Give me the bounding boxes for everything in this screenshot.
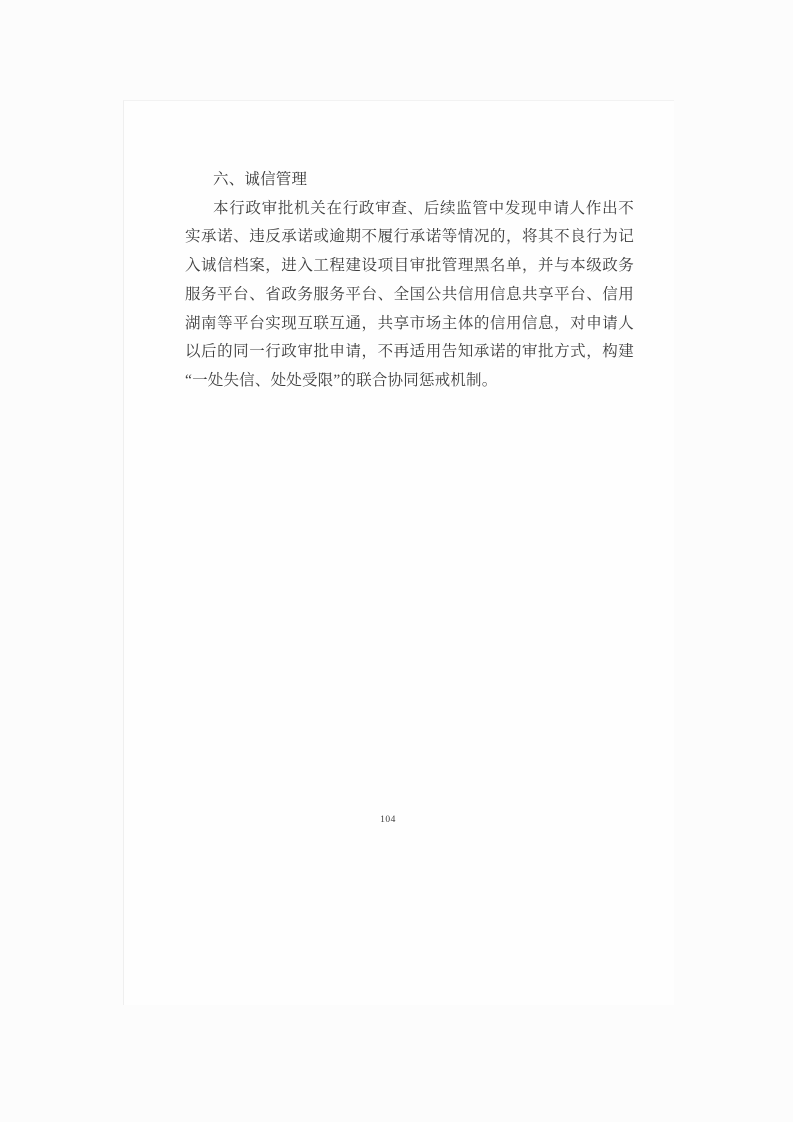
- page-number: 104: [380, 815, 396, 825]
- paragraph-line: 实承诺、违反承诺或逾期不履行承诺等情况的，将其不良行为记: [185, 228, 634, 246]
- paragraph-line: 湖南等平台实现互联互通，共享市场主体的信用信息，对申请人: [185, 314, 634, 332]
- paragraph-line: 服务平台、省政务服务平台、全国公共信用信息共享平台、信用: [185, 285, 634, 303]
- section-heading: 六、诚信管理: [213, 171, 308, 188]
- page-content: [185, 166, 634, 396]
- paragraph-line: “一处失信、处处受限”的联合协同惩戒机制。: [185, 371, 498, 389]
- scanned-document-page: [123, 100, 674, 1005]
- paragraph-line: 入诚信档案，进入工程建设项目审批管理黑名单，并与本级政务: [185, 257, 634, 275]
- paragraph-line: 以后的同一行政审批申请，不再适用告知承诺的审批方式，构建: [185, 343, 634, 361]
- paragraph-line: 本行政审批机关在行政审查、后续监管中发现申请人作出不: [213, 199, 634, 217]
